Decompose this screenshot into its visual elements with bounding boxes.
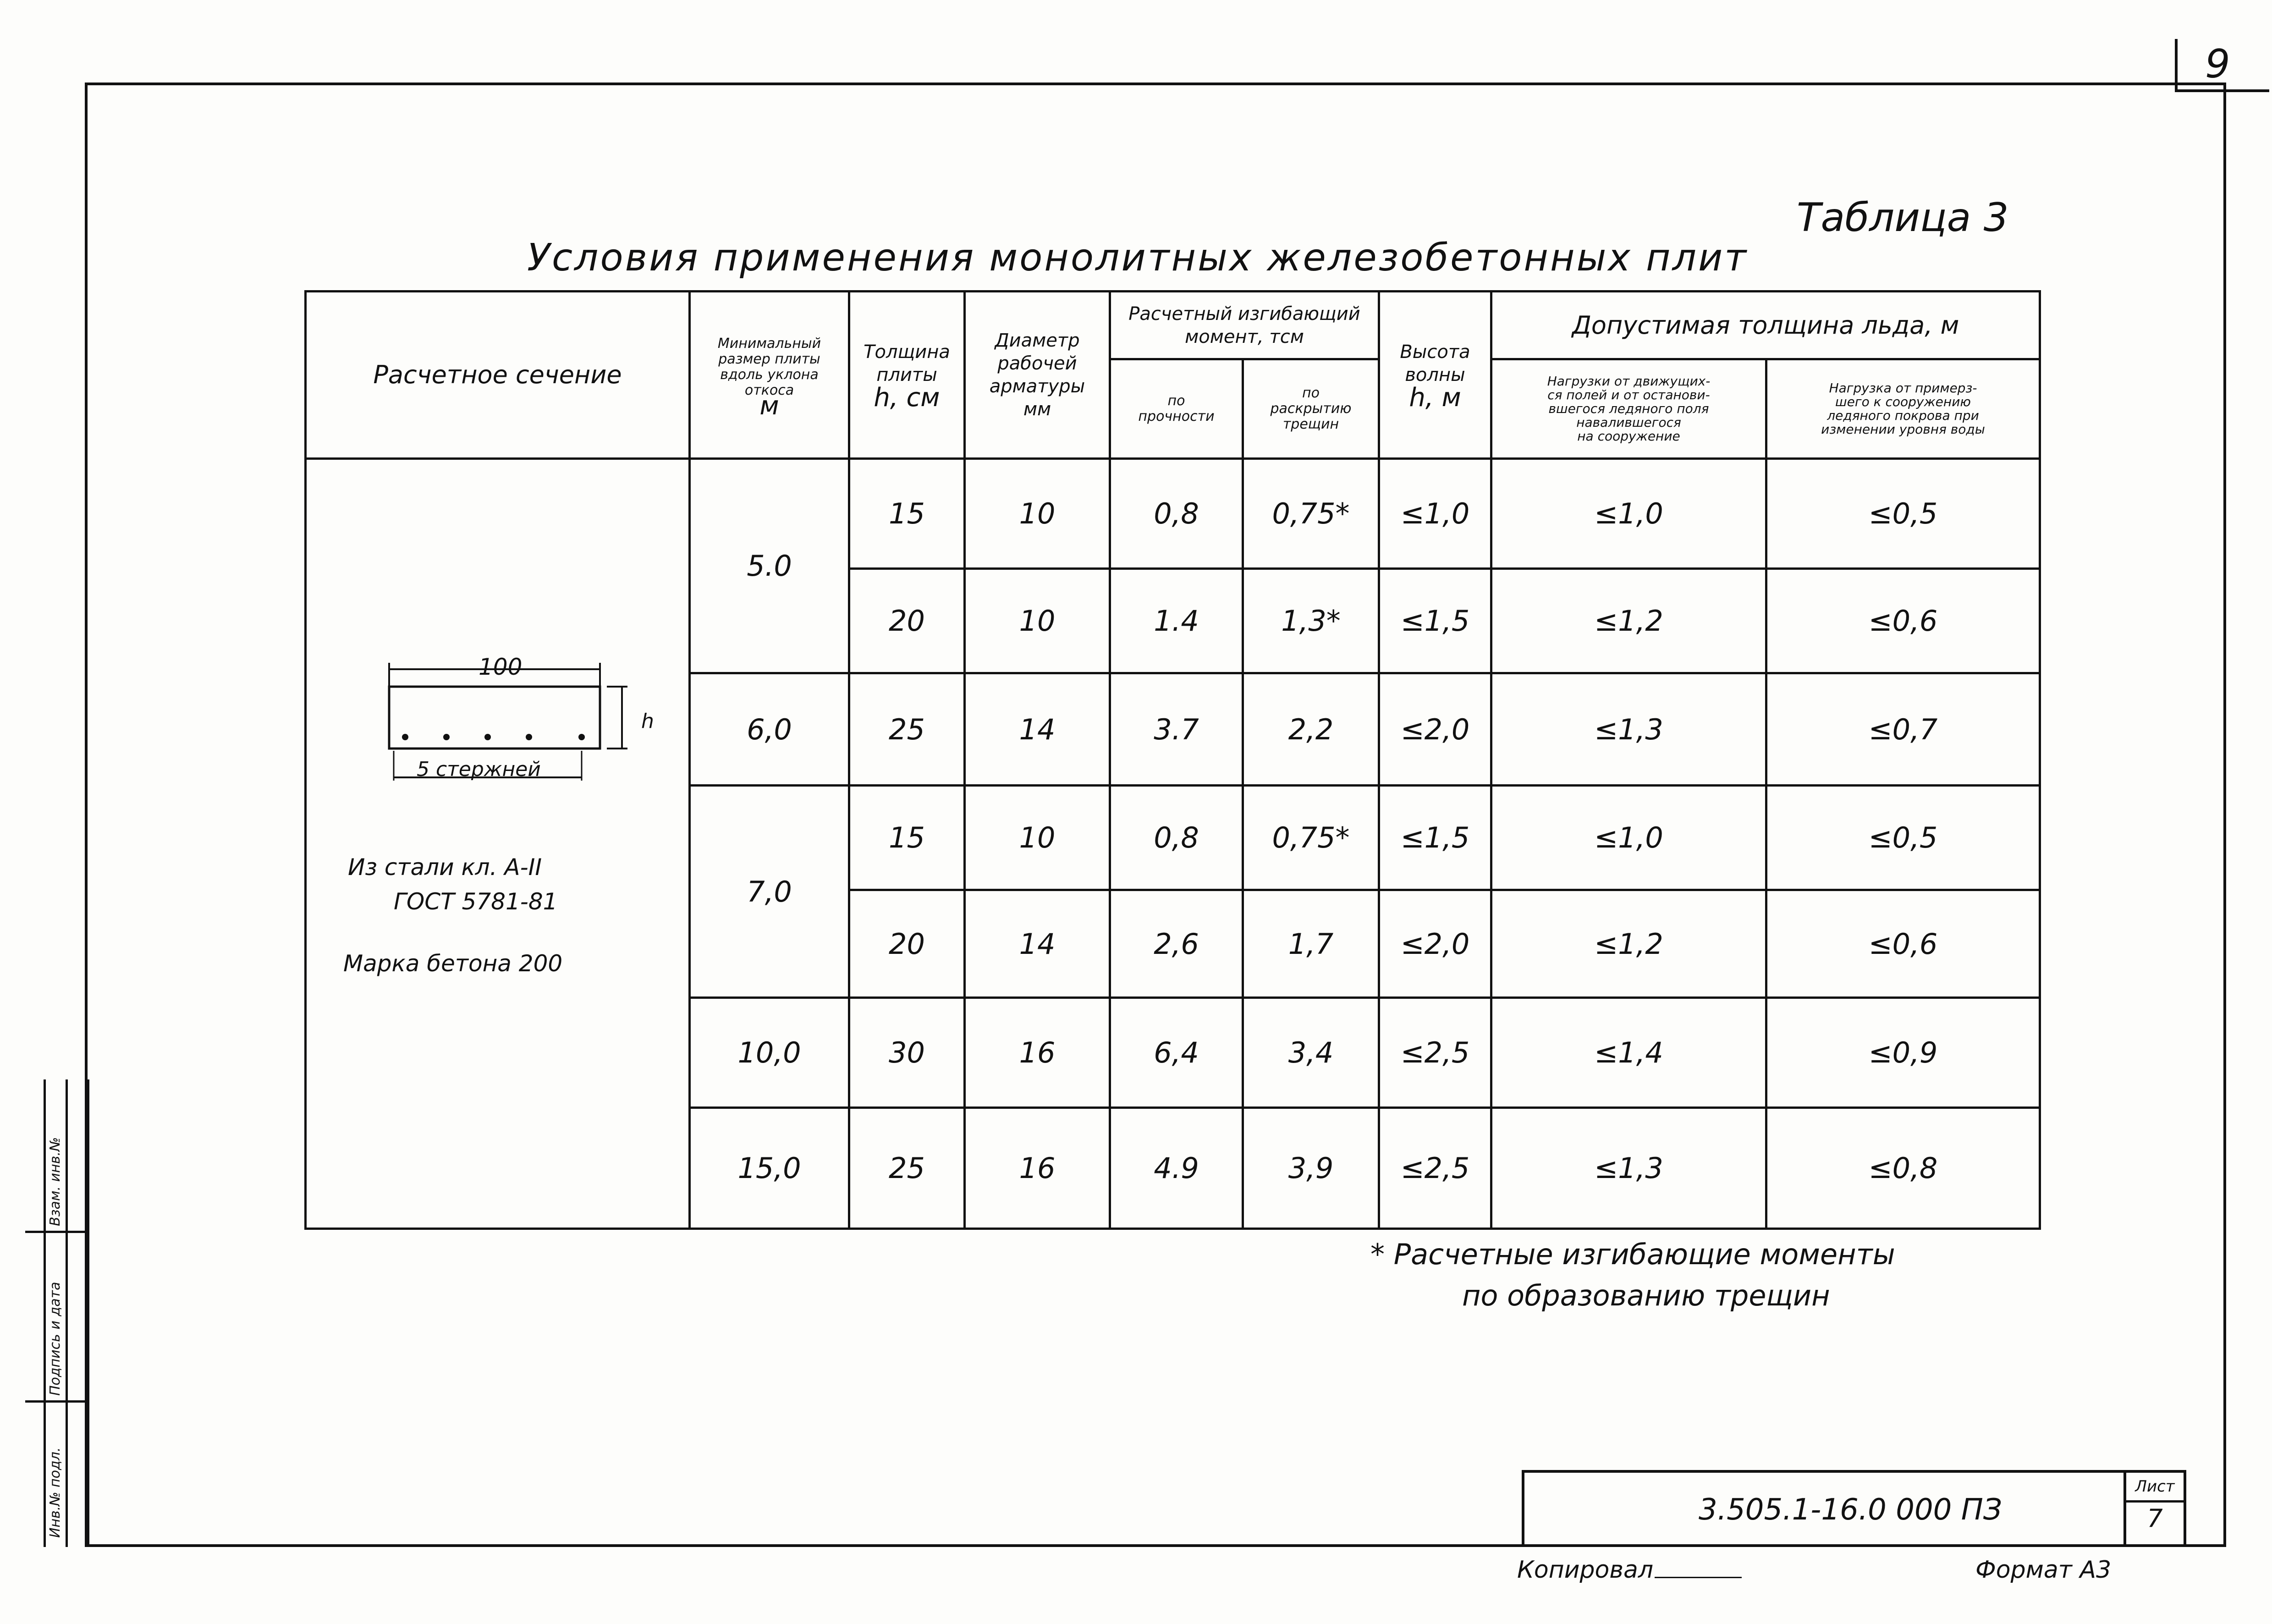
header-thickness: Толщина плиты h, см [849,292,965,459]
cell-moment-strength: 1.4 [1110,569,1243,673]
header-diameter: Диаметр рабочей арматуры мм [965,292,1110,459]
cell-ice-moving: ≤1,3 [1491,1108,1766,1229]
cell-min-size: 15,0 [690,1108,849,1229]
cell-thickness: 15 [849,786,965,890]
cell-thickness: 25 [849,673,965,786]
cell-ice-frozen: ≤0,8 [1766,1108,2040,1229]
side-label-replace: Взам. инв.№ [47,1137,63,1226]
header-section: Расчетное сечение [306,292,690,459]
cell-moment-strength: 3.7 [1110,673,1243,786]
cell-thickness: 30 [849,998,965,1108]
sheet-number: 7 [2147,1504,2163,1533]
steel-standard: ГОСТ 5781-81 [394,888,558,915]
cell-min-size: 7,0 [690,786,849,998]
cell-moment-strength: 0,8 [1110,786,1243,890]
cell-ice-moving: ≤1,0 [1491,459,1766,569]
cell-ice-moving: ≤1,0 [1491,786,1766,890]
cell-ice-moving: ≤1,2 [1491,569,1766,673]
cell-ice-frozen: ≤0,6 [1766,569,2040,673]
cell-ice-moving: ≤1,2 [1491,890,1766,998]
cell-wave: ≤2,0 [1379,673,1491,786]
cell-moment-cracks: 1,3* [1243,569,1379,673]
section-bars-label: 5 стержней [417,758,541,781]
document-code: 3.505.1-16.0 000 ПЗ [1699,1493,2002,1527]
cell-ice-moving: ≤1,3 [1491,673,1766,786]
cell-min-size: 10,0 [690,998,849,1108]
header-moment-cracks: по раскрытию трещин [1243,359,1379,459]
header-wave: Высота волны h, м [1379,292,1491,459]
cell-diameter: 10 [965,459,1110,569]
cell-ice-frozen: ≤0,5 [1766,459,2040,569]
cell-diameter: 16 [965,998,1110,1108]
cell-moment-strength: 6,4 [1110,998,1243,1108]
footnote-line-2: по образованию трещин [1462,1279,1830,1312]
section-sketch-cell [306,459,690,1229]
cell-moment-cracks: 0,75* [1243,459,1379,569]
cell-min-size: 6,0 [690,673,849,786]
cell-min-size: 5.0 [690,459,849,673]
cell-moment-strength: 4.9 [1110,1108,1243,1229]
sheet-label: Лист [2126,1473,2184,1503]
cell-wave: ≤2,0 [1379,890,1491,998]
section-sketch [371,659,646,810]
title-block [1522,1470,2186,1547]
cell-diameter: 14 [965,890,1110,998]
cell-diameter: 10 [965,786,1110,890]
cell-diameter: 14 [965,673,1110,786]
page-number-box [2175,39,2269,92]
signature-line [1655,1577,1742,1578]
cell-ice-frozen: ≤0,7 [1766,673,2040,786]
cell-wave: ≤2,5 [1379,1108,1491,1229]
cell-moment-strength: 0,8 [1110,459,1243,569]
cell-ice-frozen: ≤0,6 [1766,890,2040,998]
header-ice: Допустимая толщина льда, м [1491,292,2040,359]
conditions-table [304,290,2041,1230]
steel-grade: Из стали кл. А-II [348,854,542,881]
side-label-inventory: Инв.№ подл. [47,1447,63,1538]
header-moment-strength: по прочности [1110,359,1243,459]
cell-thickness: 15 [849,459,965,569]
paper-format: Формат А3 [1975,1556,2112,1584]
copied-by: Копировал [1517,1556,1654,1584]
cell-moment-cracks: 3,4 [1243,998,1379,1108]
cell-thickness: 25 [849,1108,965,1229]
cell-moment-strength: 2,6 [1110,890,1243,998]
cell-diameter: 16 [965,1108,1110,1229]
header-min-size: Минимальный размер плиты вдоль уклона откоса м [690,292,849,459]
cell-wave: ≤1,0 [1379,459,1491,569]
section-width-label: 100 [479,654,523,680]
header-ice-moving: Нагрузки от движущих- ся полей и от останови- вшегося ледяного поля навалившегося на сооружение [1491,359,1766,459]
header-ice-frozen: Нагрузка от примерз- шего к сооружению ледяного покрова при изменении уровня воды [1766,359,2040,459]
cell-wave: ≤2,5 [1379,998,1491,1108]
cell-thickness: 20 [849,890,965,998]
cell-ice-frozen: ≤0,5 [1766,786,2040,890]
header-moment: Расчетный изгибающий момент, тсм [1110,292,1379,359]
concrete-grade: Марка бетона 200 [343,950,563,977]
side-label-signature: Подпись и дата [47,1282,63,1396]
cell-ice-moving: ≤1,4 [1491,998,1766,1108]
cell-ice-frozen: ≤0,9 [1766,998,2040,1108]
cell-moment-cracks: 2,2 [1243,673,1379,786]
cell-wave: ≤1,5 [1379,786,1491,890]
page-number: 9 [2205,41,2230,87]
table-number: Таблица 3 [1797,195,2009,241]
table-title: Условия применения монолитных железобетонных плит [527,236,1749,280]
sheet-cell [2123,1473,2184,1544]
cell-moment-cracks: 0,75* [1243,786,1379,890]
cell-thickness: 20 [849,569,965,673]
table-row [306,459,2040,569]
cell-moment-cracks: 1,7 [1243,890,1379,998]
footnote-line-1: * Расчетные изгибающие моменты [1370,1238,1895,1271]
cell-moment-cracks: 3,9 [1243,1108,1379,1229]
cell-diameter: 10 [965,569,1110,673]
cell-wave: ≤1,5 [1379,569,1491,673]
section-height-label: h [641,710,654,733]
binding-strip [25,1079,89,1547]
